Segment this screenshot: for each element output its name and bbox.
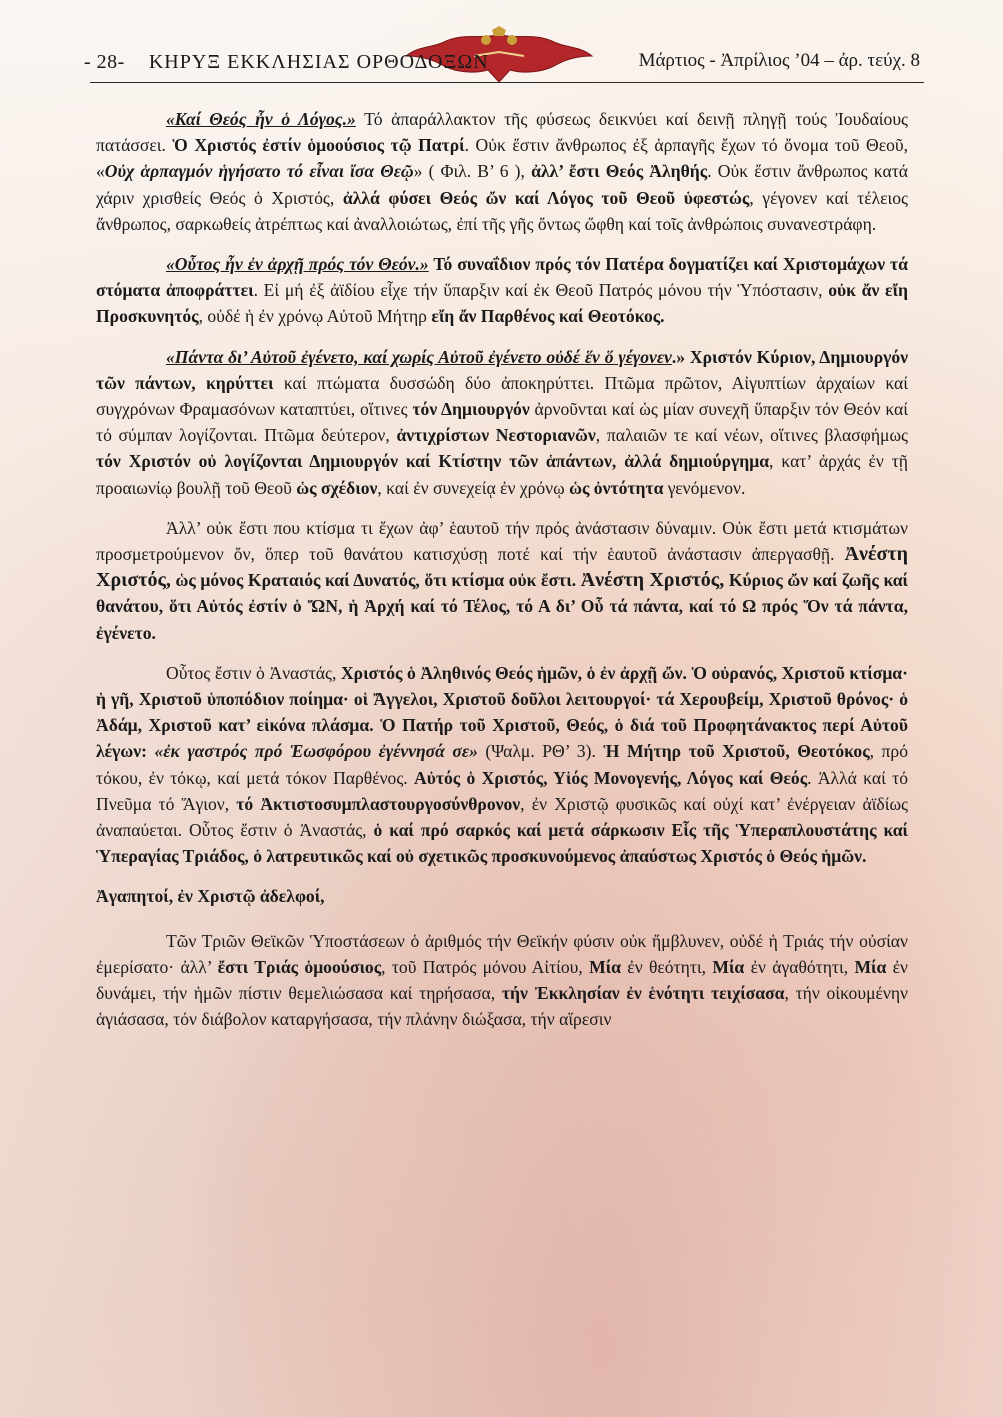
article-body (96, 106, 908, 1047)
scripture-quote: «Καί Θεός ἦν ὁ Λόγος.» (166, 109, 356, 129)
magazine-title: ΚΗΡΥΞ ΕΚΚΛΗΣΙΑΣ ΟΡΘΟΔΟΞΩΝ (148, 51, 489, 73)
paragraph-6: Τῶν Τριῶν Θεϊκῶν Ὑποστάσεων ὁ ἀριθμός τήν Θεϊκήν φύσιν οὐκ ἤμβλυνεν, οὐδέ ἡ Τριάς τήν οὐσίαν ἐμερίσατο· ἀλλ’ ἔστι Τριάς ὁμοούσιος, τοῦ Πατρός μόνου Αἰτίου, Μία ἐν θεότητι, Μία ἐν ἀγαθότητι, Μία ἐν δυνάμει, τήν ἡμῶν πίστιν θεμελιώσασα καί τηρήσασα, τήν Ἐκκλησίαν ἐν ἑνότητι τειχίσασα, τήν οἰκουμένην ἁγιάσασα, τόν διάβολον καταργήσασα, τήν πλάνην διώξασα, τήν αἵρεσιν (96, 930, 908, 1030)
page-number: - 28- (84, 51, 125, 73)
issue-info: Μάρτιος - Ἀπρίλιος ’04 – ἀρ. τεύχ. 8 (638, 50, 920, 71)
paragraph-3: «Πάντα δι’ Αὐτοῦ ἐγένετο, καί χωρίς Αὐτοῦ ἐγένετο οὐδέ ἕν ὅ γέγονεν.» Χριστόν Κύριον, Δημιουργόν τῶν πάντων, κηρύττει καί πτώματα δυσσώδη δύο ἀποκηρύττει. Πτῶμα πρῶτον, Αἰγυπτίων ἀρχαίων καί συγχρόνων Φραμασόνων καταπτύει, οἵτινες τόν Δημιουργόν ἀρνοῦνται καί ὡς μίαν συνεχῆ ὕπαρξιν τόν Θεόν καί τό σύμπαν λογίζονται. Πτῶμα δεύτερον, ἀντιχρίστων Νεστοριανῶν, παλαιῶν τε καί νέων, οἵτινες βλασφήμως τόν Χριστόν οὐ λογίζονται Δημιουργόν καί Κτίστην τῶν ἁπάντων, ἀλλά δημιούργημα, κατ’ ἀρχάς ἐν τῇ προαιωνίῳ βουλῇ τοῦ Θεοῦ ὡς σχέδιον, καί ἐν συνεχείᾳ ἐν χρόνῳ ὡς ὀντότητα γενόμενον. (96, 346, 909, 498)
scripture-quote: «Οὗτος ἦν ἐν ἀρχῇ πρός τόν Θεόν.» (166, 254, 429, 275)
running-header (84, 40, 924, 84)
paragraph-2: «Οὗτος ἦν ἐν ἀρχῇ πρός τόν Θεόν.» Τό συναΐδιον πρός τόν Πατέρα δογματίζει καί Χριστομάχων τά στόματα ἀποφράττει. Εἰ μή ἐξ ἀϊδίου εἶχε τήν ὕπαρξιν καί ἐκ Θεοῦ Πατρός μόνου τήν Ὑπόστασιν, οὐκ ἄν εἴη Προσκυνητός, οὐδέ ἡ ἐν χρόνῳ Αὐτοῦ Μήτηρ εἴη ἄν Παρθένος καί Θεοτόκος. (96, 254, 908, 327)
paragraph-1: «Καί Θεός ἦν ὁ Λόγος.» Τό ἀπαράλλακτον τῆς φύσεως δεικνύει καί δεινῇ πληγῇ τούς Ἰουδαίους πατάσσει. Ὁ Χριστός ἐστίν ὁμοούσιος τῷ Πατρί. Οὐκ ἔστιν ἄνθρωπος ἐξ ἁρπαγῆς ἔχων τό ὄνομα τοῦ Θεοῦ, «Οὐχ ἁρπαγμόν ἡγήσατο τό εἶναι ἴσα Θεῷ» ( Φιλ. Β’ 6 ), ἀλλ’ ἔστι Θεός Ἀληθής. Οὐκ ἔστιν ἄνθρωπος κατά χάριν χρισθείς Θεός ὁ Χριστός, ἀλλά φύσει Θεός ὤν καί Λόγος τοῦ Θεοῦ ὑφεστώς, γέγονεν καί τέλειος ἄνθρωπος, σαρκωθείς ἀτρέπτως καί ἀναλλοιώτως, ἐπί τῆς γῆς ὄντως ὤφθη καί τοῖς ἀνθρώποις συνανεστράφη. (96, 109, 909, 234)
header-rule (90, 82, 924, 83)
paragraph-5: Οὗτος ἔστιν ὁ Ἀναστάς, Χριστός ὁ Ἀληθινός Θεός ἡμῶν, ὁ ἐν ἀρχῇ ὤν. Ὁ οὐρανός, Χριστοῦ κτίσμα· ἡ γῆ, Χριστοῦ ὑποπόδιον ποίημα· οἱ Ἄγγελοι, Χριστοῦ δοῦλοι λειτουργοί· τά Χερουβείμ, Χριστοῦ θρόνος· ὁ Ἀδάμ, Χριστοῦ κατ’ εἰκόνα πλάσμα. Ὁ Πατήρ τοῦ Χριστοῦ, Θεός, ὁ διά τοῦ Προφητάνακτος περί Αὐτοῦ λέγων: «ἐκ γαστρός πρό Ἑωσφόρου ἐγέννησά σε» (Ψαλμ. ΡΘ’ 3). Ἡ Μήτηρ τοῦ Χριστοῦ, Θεοτόκος, πρό τόκου, ἐν τόκῳ, καί μετά τόκον Παρθένος. Αὐτός ὁ Χριστός, Υἱός Μονογενής, Λόγος καί Θεός. Ἀλλά καί τό Πνεῦμα τό Ἅγιον, τό Ἀκτιστοσυμπλαστουργοσύνθρονον, ἐν Χριστῷ φυσικῶς καί οὐχί κατ’ ἐνέργειαν ἀϊδίως ἀναπαύεται. Οὗτος ἔστιν ὁ Ἀναστάς, ὁ καί πρό σαρκός καί μετά σάρκωσιν Εἷς τῆς Ὑπεραπλουστάτης καί Ὑπεραγίας Τριάδος, ὁ λατρευτικῶς καί οὐ σχετικῶς προσκυνούμενος ἀπαύστως Χριστός ὁ Θεός ἡμῶν. (96, 662, 909, 867)
salutation: Ἀγαπητοί, ἐν Χριστῷ ἀδελφοί, (96, 886, 325, 907)
scripture-quote: «Πάντα δι’ Αὐτοῦ ἐγένετο, καί χωρίς Αὐτοῦ ἐγένετο οὐδέ ἕν ὅ γέγονεν (166, 346, 672, 367)
paragraph-4: Ἀλλ’ οὐκ ἔστι που κτίσμα τι ἔχων ἀφ’ ἑαυτοῦ τήν πρός ἀνάστασιν δύναμιν. Οὐκ ἔστι μετά κτισμάτων προσμετρούμενον ὄν, ὅπερ τοῦ θανάτου κατισχύσῃ ποτέ καί τήν ἑαυτοῦ ἀνάστασιν ἀπεργασθῇ. Ἀνέστη Χριστός, ὡς μόνος Κραταιός καί Δυνατός, ὅτι κτίσμα οὐκ ἔστι. Ἀνέστη Χριστός, Κύριος ὤν καί ζωῆς καί θανάτου, ὅτι Αὐτός ἐστίν ὁ ὬΝ, ἡ Ἀρχή καί τό Τέλος, τό Α δι’ Οὗ τά πάντα, καί τό Ω πρός Ὅν τά πάντα, ἐγένετο. (96, 517, 908, 643)
